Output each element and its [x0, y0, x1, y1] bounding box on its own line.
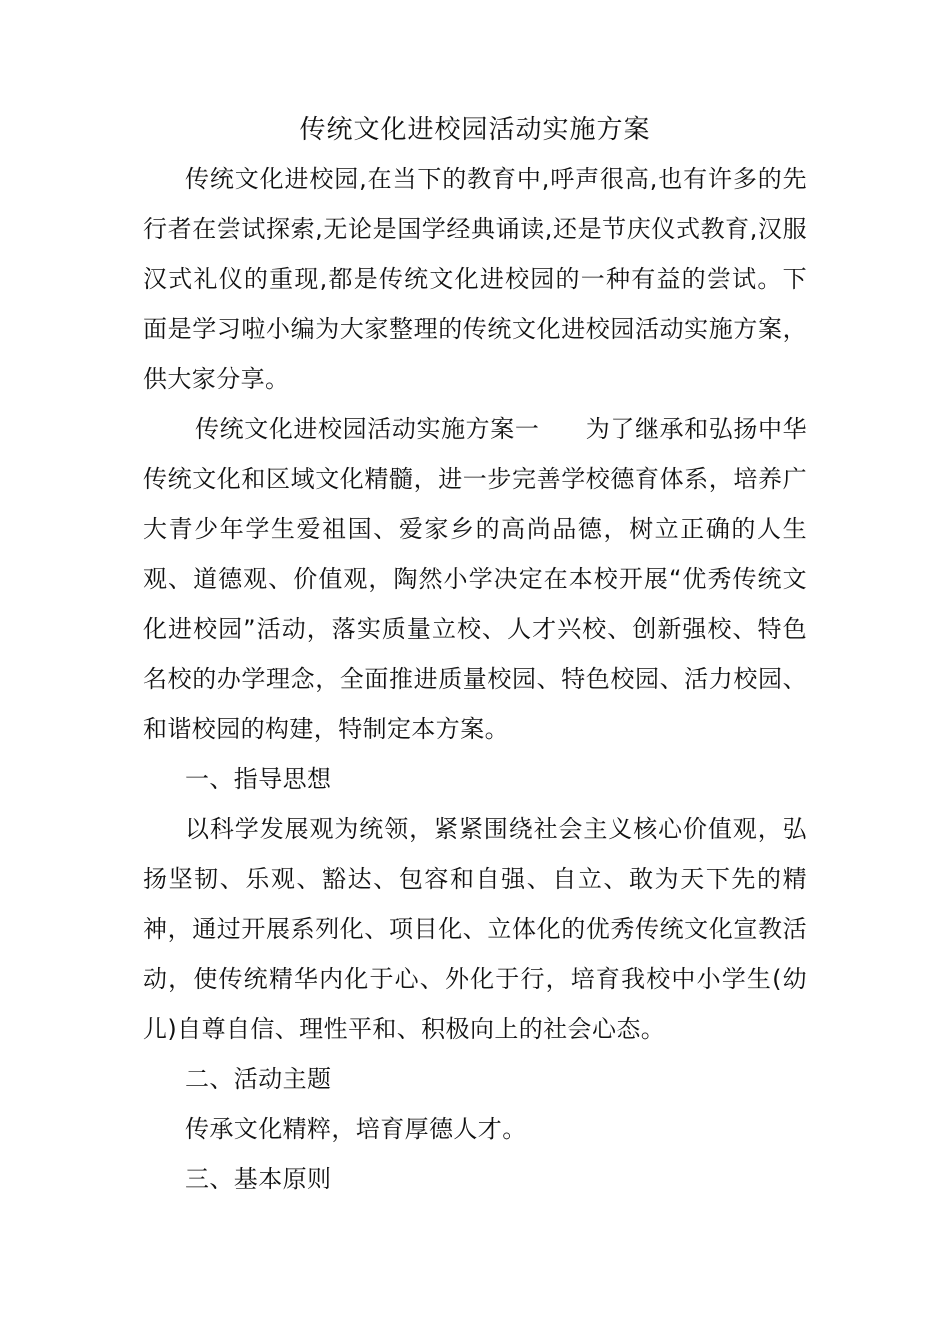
heading-activity-theme: 二、活动主题: [185, 1065, 332, 1093]
paragraph-activity-theme: 传承文化精粹，培育厚德人才。: [185, 1115, 527, 1143]
section-paragraph: [143, 404, 807, 754]
heading-basic-principles: 三、基本原则: [185, 1165, 332, 1193]
heading-guiding-ideology: 一、指导思想: [185, 765, 332, 793]
document-content: [143, 106, 807, 1204]
document-title: 传统文化进校园活动实施方案: [299, 115, 651, 145]
paragraph-guiding-ideology: 以科学发展观为统领，紧紧围绕社会主义核心价值观，弘扬坚韧、乐观、豁达、包容和自强、自立、敢为天下先的精神，通过开展系列化、项目化、立体化的优秀传统文化宣教活动，使传统精华内化于心、外化于行，培育我校中小学生(幼儿)自尊自信、理性平和、积极向上的社会心态。: [143, 815, 807, 1043]
intro-paragraph: 传统文化进校园,在当下的教育中,呼声很高,也有许多的先行者在尝试探索,无论是国学经典诵读,还是节庆仪式教育,汉服汉式礼仪的重现,都是传统文化进校园的一种有益的尝试。下面是学习啦小编为大家整理的传统文化进校园活动实施方案，供大家分享。: [143, 165, 807, 393]
section-title: 传统文化进校园活动实施方案一: [195, 415, 540, 443]
section-body: 为了继承和弘扬中华传统文化和区域文化精髓，进一步完善学校德育体系，培养广大青少年学生爱祖国、爱家乡的高尚品德，树立正确的人生观、道德观、价值观，陶然小学决定在本校开展“优秀传统文化进校园”活动，落实质量立校、人才兴校、创新强校、特色名校的办学理念，全面推进质量校园、特色校园、活力校园、和谐校园的构建，特制定本方案。: [143, 415, 807, 743]
